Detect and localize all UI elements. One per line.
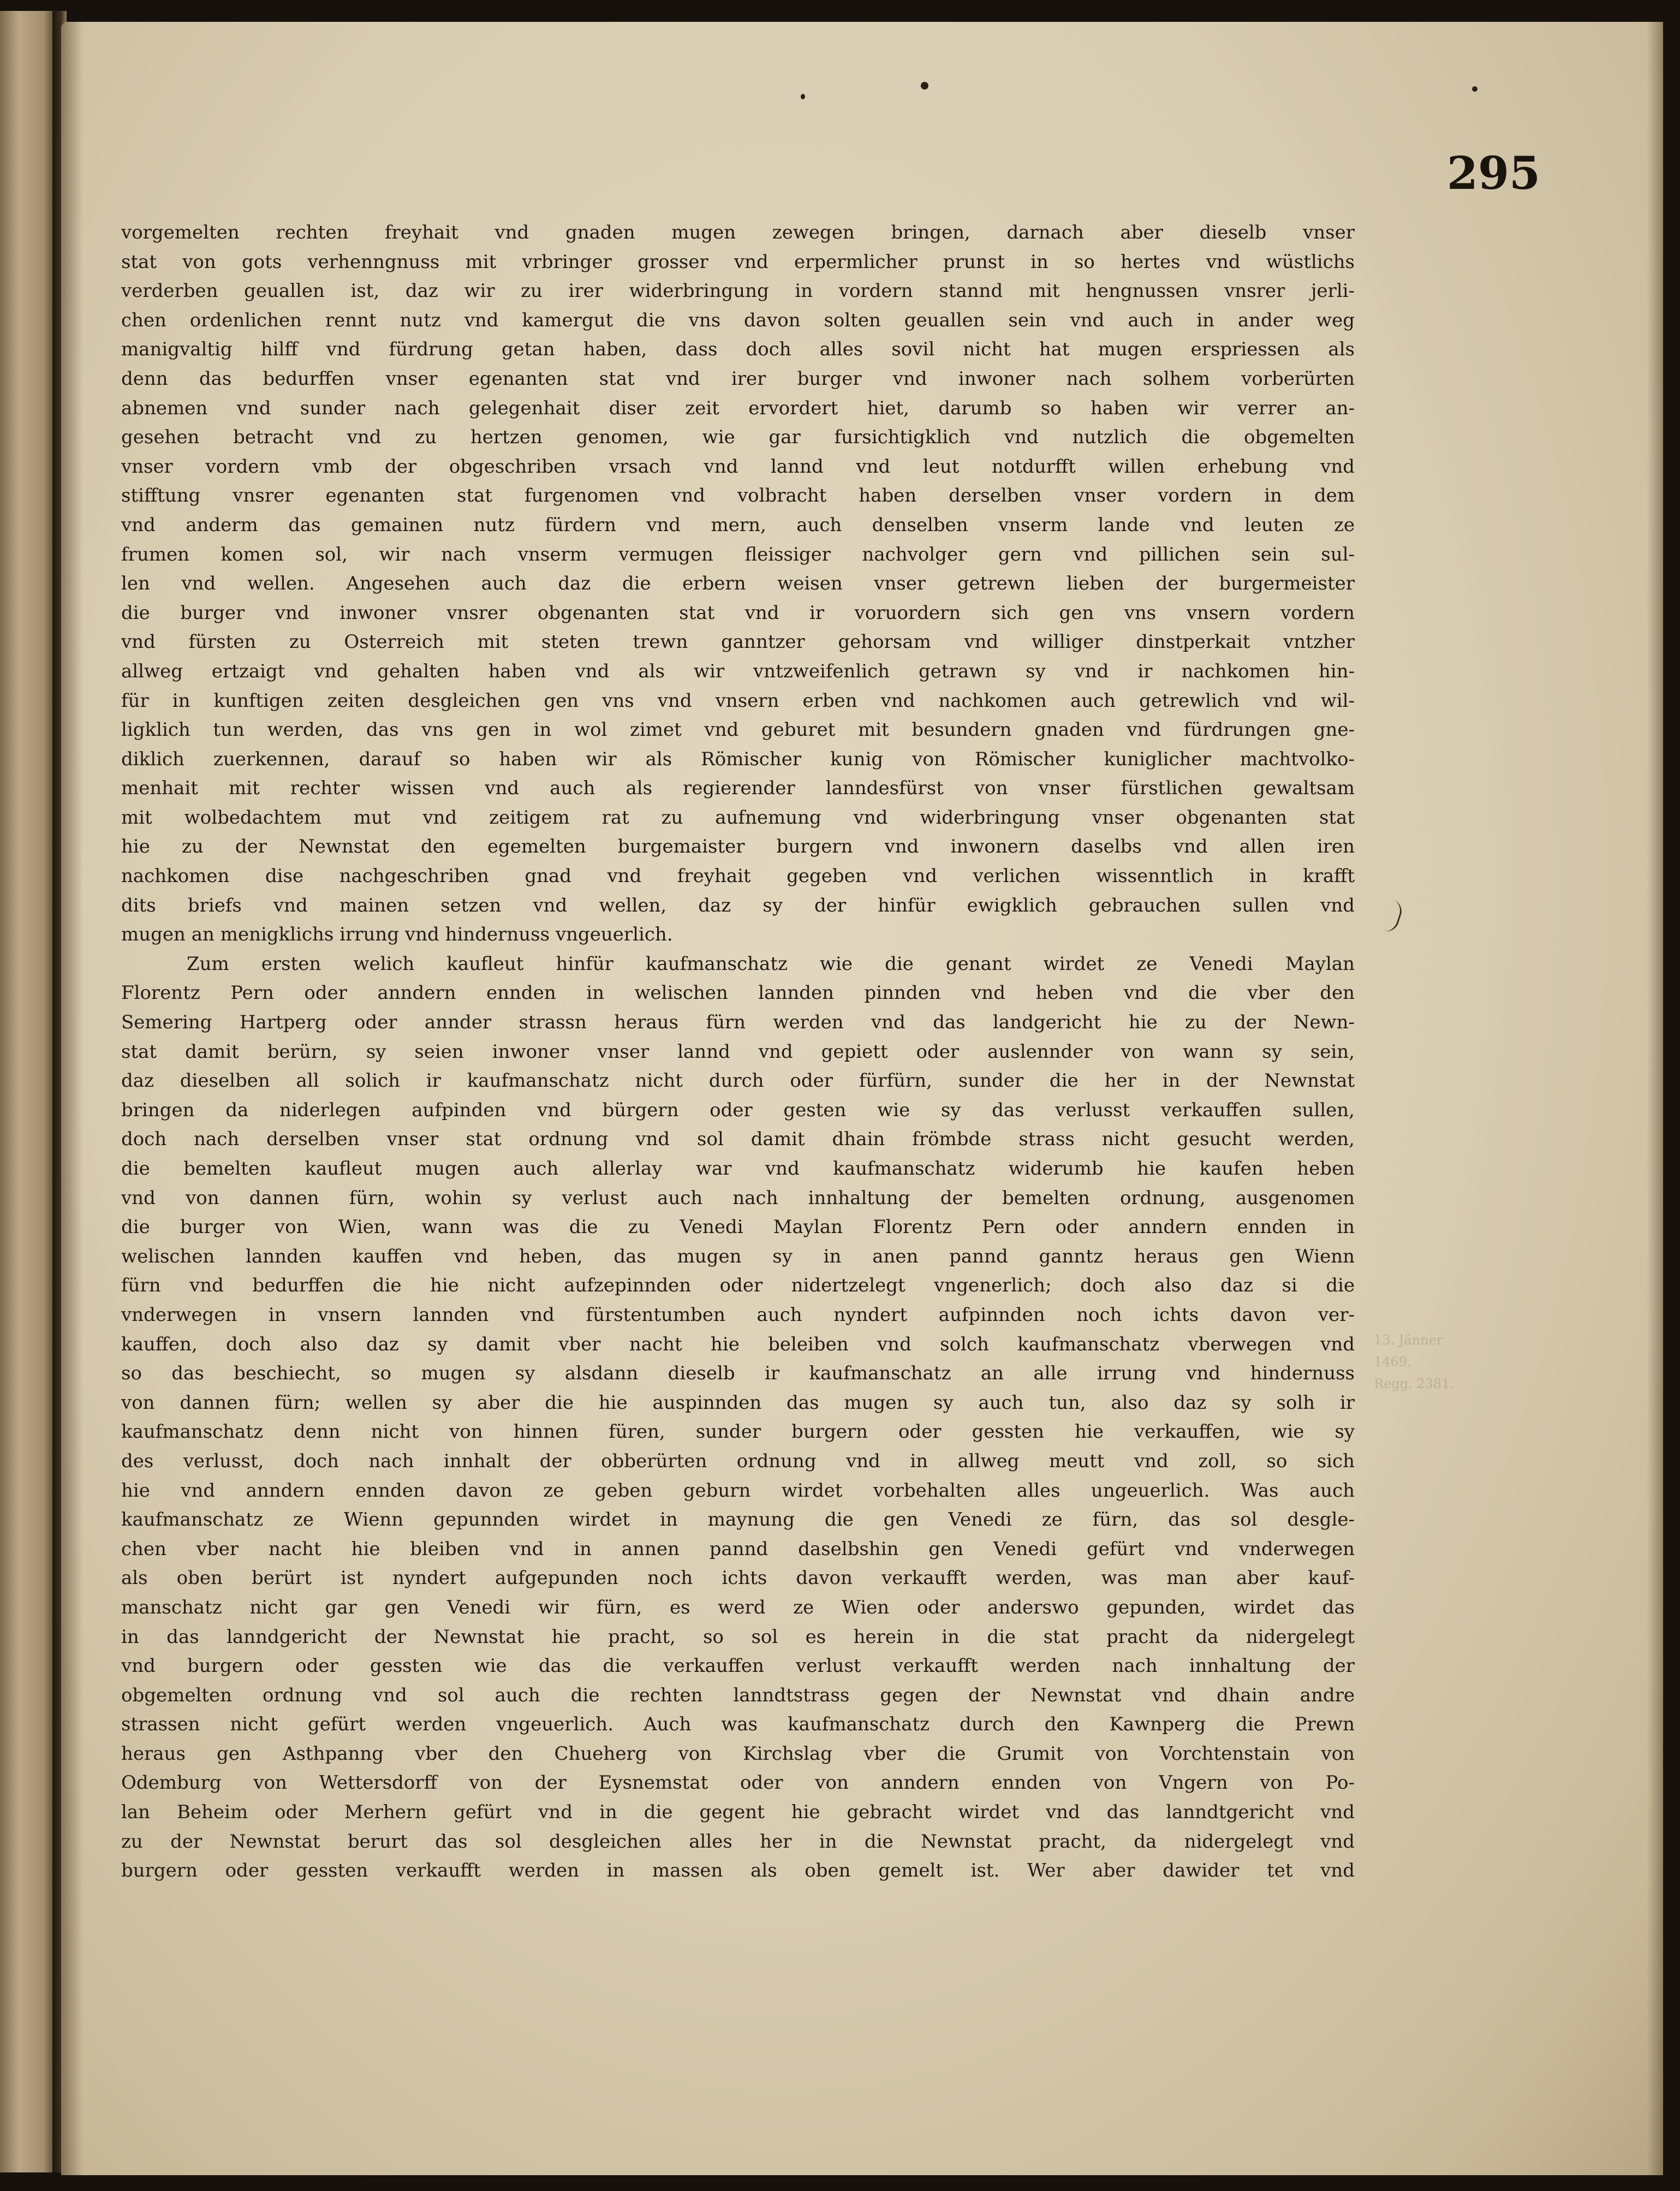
text-line: stifftung vnsrer egenanten stat furgenomen vnd volbracht haben derselben vnser vordern in dem: [121, 485, 1355, 507]
margin-note-line: 1469.: [1374, 1354, 1411, 1370]
text-line: in das lanndgericht der Newnstat hie pracht, so sol es herein in die stat pracht da nidergelegt: [121, 1626, 1355, 1648]
text-line: doch nach derselben vnser stat ordnung vnd sol damit dhain frömbde strass nicht gesucht werden,: [121, 1128, 1355, 1151]
text-line: zu der Newnstat berurt das sol desgleichen alles her in die Newnstat pracht, da nidergelegt vnd: [121, 1830, 1355, 1853]
text-line: mit wolbedachtem mut vnd zeitigem rat zu aufnemung vnd widerbringung vnser obgenanten stat: [121, 806, 1355, 829]
text-line: Odemburg von Wettersdorff von der Eysnemstat oder von anndern ennden von Vngern von Po-: [121, 1772, 1355, 1794]
text-line: hie vnd anndern ennden davon ze geben geburn wirdet vorbehalten alles ungeuerlich. Was auch: [121, 1479, 1355, 1502]
text-line: menhait mit rechter wissen vnd auch als regierender lanndesfürst von vnser fürstlichen gewaltsam: [121, 777, 1355, 800]
page-edge-shadow: [1647, 22, 1663, 2175]
text-line: frumen komen sol, wir nach vnserm vermugen fleissiger nachvolger gern vnd pillichen sein sul-: [121, 543, 1355, 565]
text-line: diklich zuerkennen, darauf so haben wir als Römischer kunig von Römischer kuniglicher machtvolko-: [121, 748, 1355, 770]
document-body: [121, 218, 1355, 1886]
text-line: Zum ersten welich kaufleut hinfür kaufmanschatz wie die genant wirdet ze Venedi Maylan: [187, 952, 1355, 975]
text-line: nachkomen dise nachgeschriben gnad vnd freyhait gegeben vnd verlichen wissenntlich in krafft: [121, 865, 1355, 888]
text-line: daz dieselben all solich ir kaufmanschatz nicht durch oder fürfürn, sunder die her in der Newnstat: [121, 1070, 1355, 1092]
text-line: als oben berürt ist nyndert aufgepunden noch ichts davon verkaufft werden, was man aber kauf-: [121, 1567, 1355, 1589]
text-line: strassen nicht gefürt werden vngeuerlich. Auch was kaufmanschatz durch den Kawnperg die Prewn: [121, 1713, 1355, 1736]
text-line: abnemen vnd sunder nach gelegenhait diser zeit ervordert hiet, darumb so haben wir verrer an-: [121, 397, 1355, 419]
text-line: chen ordenlichen rennt nutz vnd kamergut die vns davon solten geuallen sein vnd auch in ander weg: [121, 309, 1355, 331]
text-line: verderben geuallen ist, daz wir zu irer widerbringung in vordern stannd mit hengnussen vnsrer jerli-: [121, 280, 1355, 302]
text-line: stat damit berürn, sy seien inwoner vnser lannd vnd gepiett oder auslennder von wann sy sein,: [121, 1040, 1355, 1063]
text-line: obgemelten ordnung vnd sol auch die rechten lanndtstrass gegen der Newnstat vnd dhain andre: [121, 1684, 1355, 1706]
text-line: fürn vnd bedurffen die hie nicht aufzepinnden oder nidertzelegt vngenerlich; doch also daz si die: [121, 1275, 1355, 1297]
margin-pencil-mark: [1383, 900, 1404, 934]
margin-note-line: Regg. 2381.: [1374, 1376, 1454, 1391]
text-line: ligklich tun werden, das vns gen in wol zimet vnd geburet mit besundern gnaden vnd fürdrungen gne-: [121, 719, 1355, 741]
text-line: denn das bedurffen vnser egenanten stat vnd irer burger vnd inwoner nach solhem vorberürten: [121, 367, 1355, 390]
text-line: vnd anderm das gemainen nutz fürdern vnd mern, auch denselben vnserm lande vnd leuten ze: [121, 514, 1355, 536]
text-line: len vnd wellen. Angesehen auch daz die erbern weisen vnser getrewn lieben der burgermeister: [121, 573, 1355, 595]
margin-note-line: 13. Jänner: [1374, 1332, 1443, 1348]
text-line: Semering Hartperg oder annder strassn heraus fürn werden vnd das landgericht hie zu der Newn-: [121, 1011, 1355, 1034]
text-line: lan Beheim oder Merhern gefürt vnd in die gegent hie gebracht wirdet vnd das lanndtgericht vnd: [121, 1801, 1355, 1824]
page-number: 295: [1446, 147, 1540, 200]
text-line: des verlusst, doch nach innhalt der obberürten ordnung vnd in allweg meutt vnd zoll, so sich: [121, 1450, 1355, 1472]
text-line: die burger vnd inwoner vnsrer obgenanten stat vnd ir voruordern sich gen vns vnsern vordern: [121, 602, 1355, 624]
text-line: vnser vordern vmb der obgeschriben vrsach vnd lannd vnd leut notdurfft willen erhebung vnd: [121, 455, 1355, 478]
text-line: vnd fürsten zu Osterreich mit steten trewn ganntzer gehorsam vnd williger dinstperkait vntzher: [121, 631, 1355, 653]
text-line: Florentz Pern oder anndern ennden in welischen lannden pinnden vnd heben vnd die vber den: [121, 982, 1355, 1004]
text-line: gesehen betracht vnd zu hertzen genomen, wie gar fursichtigklich vnd nutzlich die obgemelten: [121, 426, 1355, 449]
text-line: von dannen fürn; wellen sy aber die hie auspinnden das mugen sy auch tun, also daz sy solh ir: [121, 1391, 1355, 1414]
text-line: die bemelten kaufleut mugen auch allerlay war vnd kaufmanschatz widerumb hie kaufen heben: [121, 1158, 1355, 1180]
text-line: kaufmanschatz denn nicht von hinnen füren, sunder burgern oder gessten hie verkauffen, wie sy: [121, 1421, 1355, 1443]
text-line: chen vber nacht hie bleiben vnd in annen pannd daselbshin gen Venedi gefürt vnd vnderwegen: [121, 1538, 1355, 1560]
text-line: burgern oder gessten verkaufft werden in massen als oben gemelt ist. Wer aber dawider tet vnd: [121, 1860, 1355, 1882]
text-line: vnderwegen in vnsern lannden vnd fürstentumben auch nyndert aufpinnden noch ichts davon ver-: [121, 1303, 1355, 1326]
text-line: heraus gen Asthpanng vber den Chueherg von Kirchslag vber die Grumit von Vorchtenstain von: [121, 1742, 1355, 1765]
text-line: manigvaltig hilff vnd fürdrung getan haben, dass doch alles sovil nicht hat mugen erspriessen als: [121, 338, 1355, 361]
ink-spot: [1472, 86, 1478, 92]
text-line: manschatz nicht gar gen Venedi wir fürn, es werd ze Wien oder anderswo gepunden, wirdet das: [121, 1596, 1355, 1618]
margin-note: [1374, 1329, 1454, 1395]
text-line: kaufmanschatz ze Wienn gepunnden wirdet in maynung die gen Venedi ze fürn, das sol desgle-: [121, 1509, 1355, 1531]
text-line: welischen lannden kauffen vnd heben, das mugen sy in anen pannd ganntz heraus gen Wienn: [121, 1245, 1355, 1267]
text-line: vnd burgern oder gessten wie das die verkauffen verlust verkaufft werden nach innhaltung der: [121, 1655, 1355, 1677]
text-line: kauffen, doch also daz sy damit vber nacht hie beleiben vnd solch kaufmanschatz vberwegen vnd: [121, 1333, 1355, 1355]
text-line: bringen da niderlegen aufpinden vnd bürgern oder gesten wie sy das verlusst verkauffen sullen,: [121, 1099, 1355, 1121]
text-line: stat von gots verhenngnuss mit vrbringer grosser vnd erpermlicher prunst in so hertes vnd wüstlichs: [121, 251, 1355, 273]
text-line: mugen an menigklichs irrung vnd hindernuss vngeuerlich.: [121, 924, 673, 946]
text-line: die burger von Wien, wann was die zu Venedi Maylan Florentz Pern oder anndern ennden in: [121, 1216, 1355, 1239]
text-line: hie zu der Newnstat den egemelten burgemaister burgern vnd inwonern daselbs vnd allen iren: [121, 836, 1355, 858]
book-page: [61, 22, 1663, 2175]
ink-spot: [801, 94, 805, 99]
ink-spot: [921, 82, 928, 90]
text-line: vnd von dannen fürn, wohin sy verlust auch nach innhaltung der bemelten ordnung, ausgenomen: [121, 1187, 1355, 1209]
text-line: dits briefs vnd mainen setzen vnd wellen, daz sy der hinfür ewigklich gebrauchen sullen vnd: [121, 894, 1355, 916]
text-line: vorgemelten rechten freyhait vnd gnaden mugen zewegen bringen, darnach aber dieselb vnser: [121, 222, 1355, 243]
text-line: für in kunftigen zeiten desgleichen gen vns vnd vnsern erben vnd nachkomen auch getrewlich vnd wil-: [121, 689, 1355, 712]
previous-page-edge: [0, 11, 55, 2172]
text-line: so das beschiecht, so mugen sy alsdann dieselb ir kaufmanschatz an alle irrung vnd hindernuss: [121, 1362, 1355, 1385]
text-line: allweg ertzaigt vnd gehalten haben vnd als wir vntzweifenlich getrawn sy vnd ir nachkomen hin-: [121, 660, 1355, 682]
